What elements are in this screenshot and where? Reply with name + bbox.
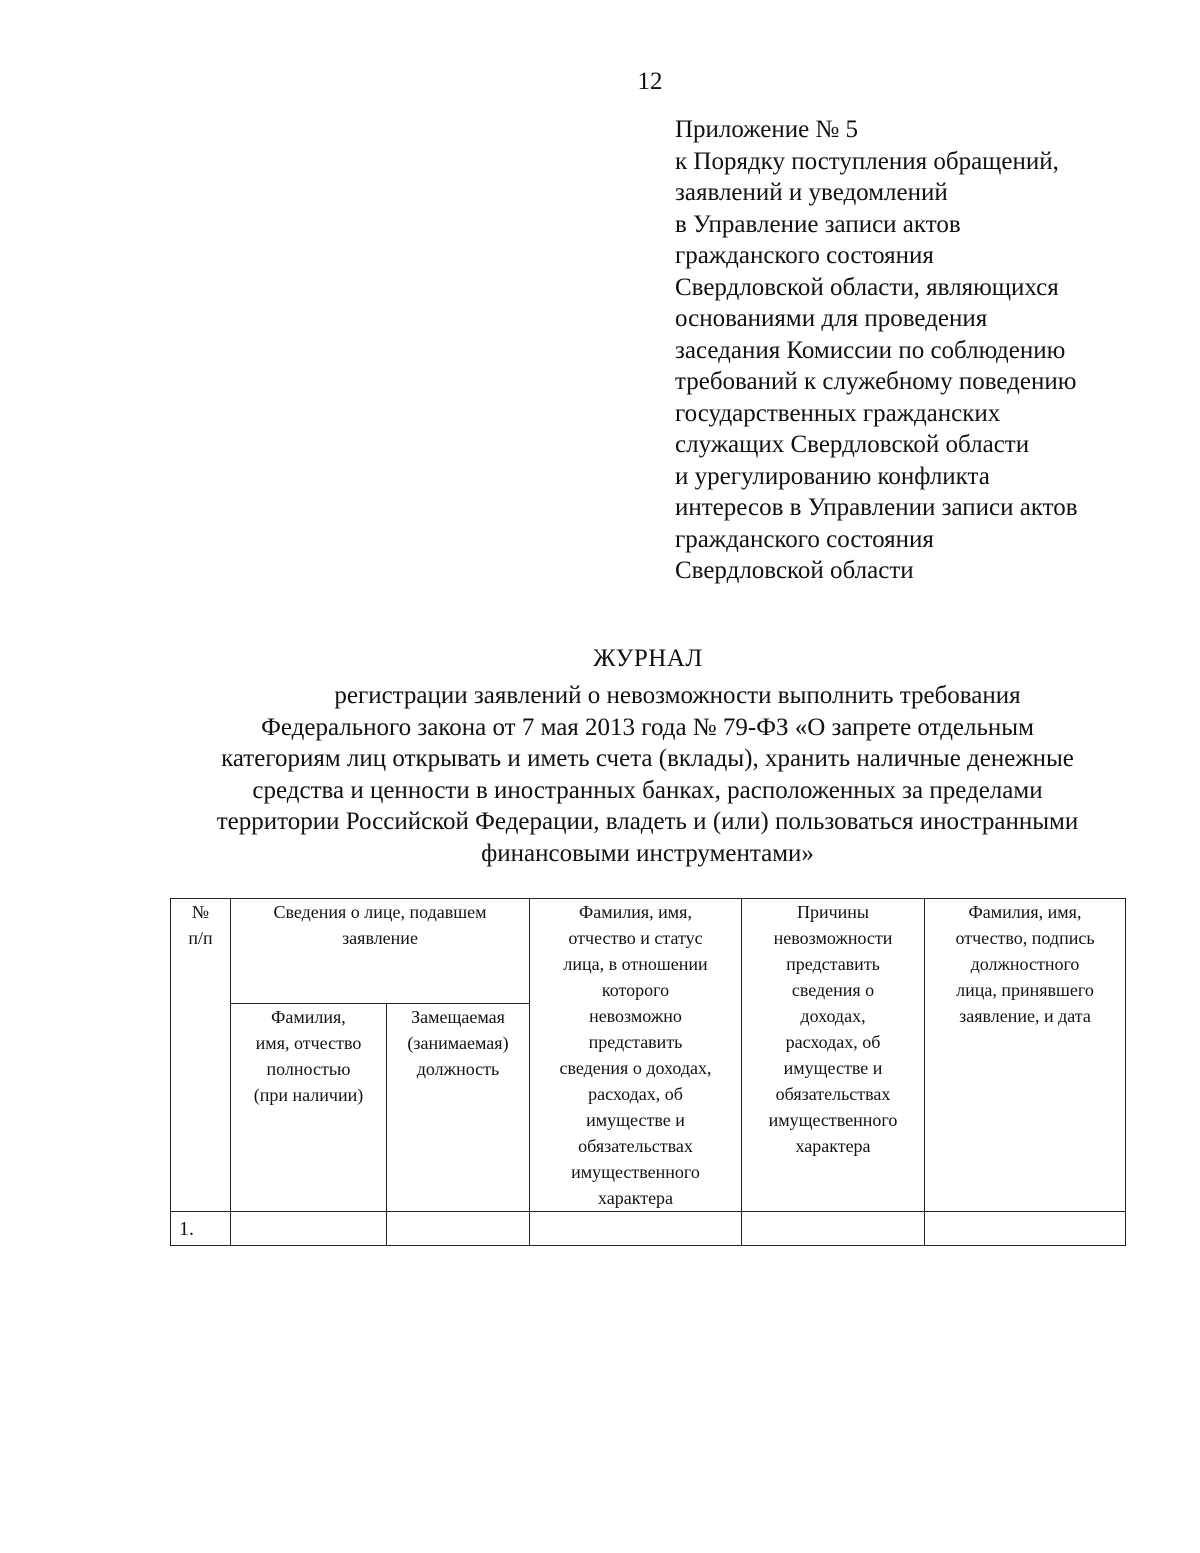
appendix-line: основаниями для проведения — [675, 305, 988, 332]
appendix-line: и урегулированию конфликта — [675, 462, 990, 490]
header-num — [171, 899, 231, 1212]
appendix-line: Свердловской области, являющихся — [675, 273, 1059, 301]
header-official — [925, 899, 1126, 1212]
appendix-line: интересов в Управлении записи актов — [675, 494, 1078, 521]
cell-reasons — [742, 1212, 925, 1246]
header-subject-text: Фамилия, имя, отчество и статус лица, в отношении которого невозможно представить сведения о доходах, расходах, об имуществе и обязательствах имущественного характера — [559, 902, 712, 1208]
journal-subtitle — [160, 680, 1135, 869]
cell-subject — [530, 1212, 742, 1246]
appendix-line: Свердловской области — [675, 557, 914, 584]
cell-official — [925, 1212, 1126, 1246]
appendix-line: гражданского состояния — [675, 242, 934, 269]
subtitle-line: Федерального закона от 7 мая 2013 года № 79-ФЗ «О запрете отдельным — [261, 713, 1034, 741]
page-number: 12 — [637, 68, 663, 95]
appendix-line: служащих Свердловской области — [675, 431, 1030, 458]
appendix-line: Приложение № 5 — [675, 116, 859, 143]
table-header-row — [171, 899, 1126, 1004]
header-person-group — [231, 899, 530, 1004]
cell-num: 1. — [171, 1212, 231, 1246]
header-reasons — [742, 899, 925, 1212]
subtitle-line: категориям лиц открывать и иметь счета (вклады), хранить наличные денежные — [221, 745, 1074, 772]
subtitle-line: финансовыми инструментами» — [481, 839, 814, 867]
header-position-text: Замещаемая (занимаемая) должность — [407, 1006, 509, 1079]
cell-position — [387, 1212, 530, 1246]
journal-title: ЖУРНАЛ — [593, 645, 703, 672]
header-subject — [530, 899, 742, 1212]
header-reasons-text: Причины невозможности представить сведения о доходах, расходах, об имуществе и обязательствах имущественного характера — [768, 902, 898, 1156]
header-person-group-text: Сведения о лице, подавшем заявление — [273, 902, 487, 948]
header-official-text: Фамилия, имя, отчество, подпись должностного лица, принявшего заявление, и дата — [955, 902, 1095, 1026]
header-fio — [231, 1003, 387, 1211]
appendix-line: требований к служебному поведению — [675, 368, 1077, 395]
appendix-line: в Управление записи актов — [675, 210, 961, 238]
registration-journal-table — [170, 898, 1126, 1246]
header-fio-text: Фамилия, имя, отчество полностью (при наличии) — [253, 1006, 364, 1105]
appendix-note — [675, 114, 1175, 587]
subtitle-line: регистрации заявлений о невозможности выполнить требования — [334, 682, 1021, 709]
appendix-line: заявлений и уведомлений — [675, 179, 948, 206]
subtitle-line: средства и ценности в иностранных банках, расположенных за пределами — [252, 776, 1043, 804]
appendix-line: к Порядку поступления обращений, — [675, 147, 1059, 175]
appendix-line: гражданского состояния — [675, 525, 934, 553]
cell-fio — [231, 1212, 387, 1246]
header-position — [387, 1003, 530, 1211]
appendix-line: заседания Комиссии по соблюдению — [675, 336, 1066, 364]
table-row — [171, 1212, 1126, 1246]
appendix-line: государственных гражданских — [675, 399, 1001, 427]
subtitle-line: территории Российской Федерации, владеть и (или) пользоваться иностранными — [216, 808, 1079, 835]
header-num-text: № п/п — [188, 902, 213, 948]
